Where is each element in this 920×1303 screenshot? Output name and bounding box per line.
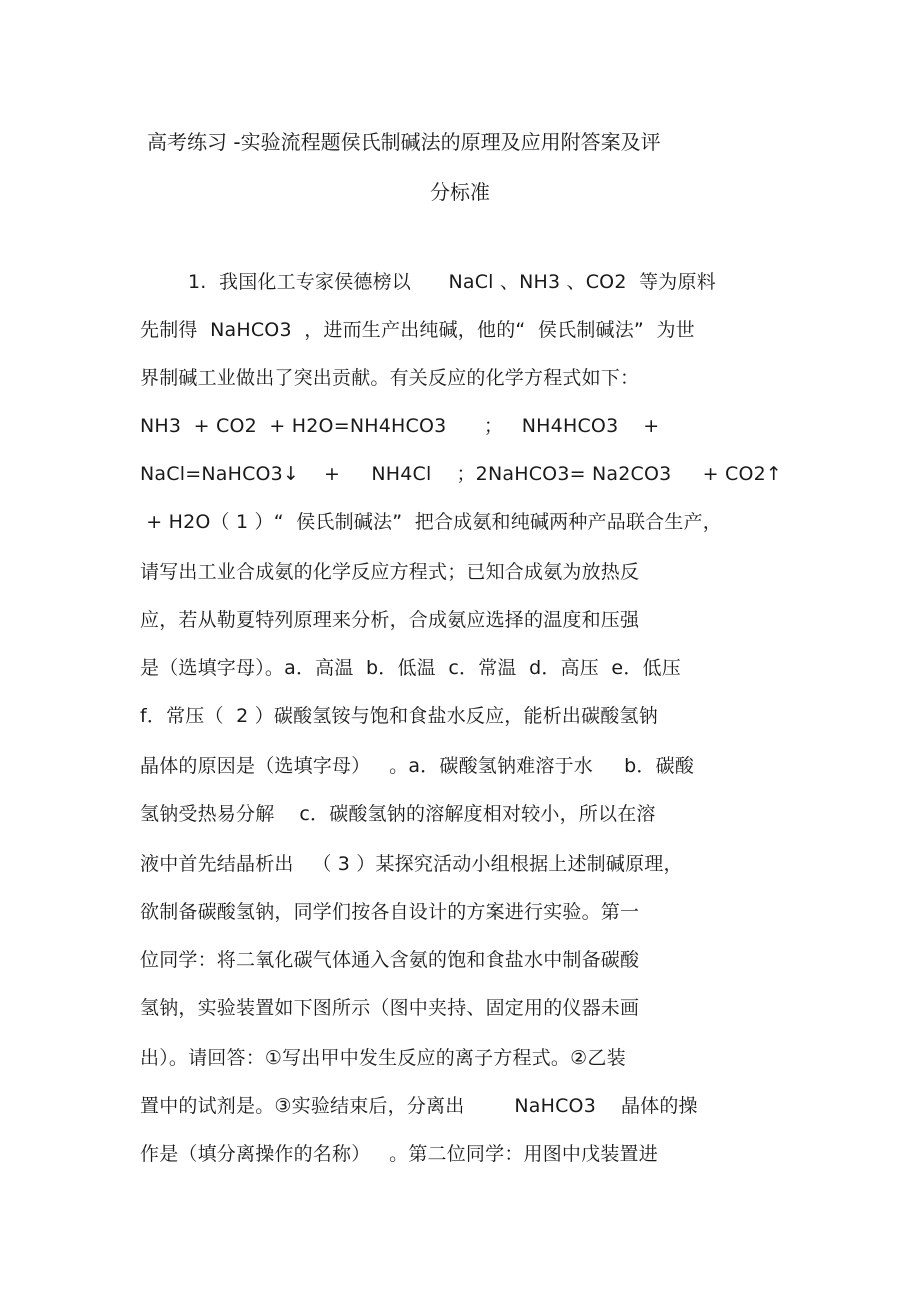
body-line-18: 置中的试剂是。③实验结束后，分离出 NaHCO3 晶体的操: [140, 1095, 698, 1117]
body-line-19: 作是（填分离操作的名称） 。第二位同学：用图中戊装置进: [140, 1143, 658, 1165]
body-line-4: NH3 + CO2 + H2O=NH4HCO3 ； NH4HCO3 +: [140, 415, 660, 437]
body-line-11: 晶体的原因是（选填字母） 。a．碳酸氢钠难溶于水 b．碳酸: [140, 755, 695, 777]
body-line-10: f．常压（ 2 ）碳酸氢铵与饱和食盐水反应，能析出碳酸氢钠: [140, 705, 658, 727]
body-line-9: 是（选填字母）。a．高温 b．低温 c．常温 d．高压 e．低压: [140, 657, 681, 679]
body-line-7: 请写出工业合成氨的化学反应方程式；已知合成氨为放热反: [140, 561, 640, 583]
document-title-line-2: 分标准: [430, 180, 490, 204]
body-line-13: 液中首先结晶析出 （ 3 ）某探究活动小组根据上述制碱原理，: [140, 853, 683, 875]
body-line-16: 氢钠，实验装置如下图所示（图中夹持、固定用的仪器未画: [140, 997, 640, 1019]
body-line-1: 1. 我国化工专家侯德榜以 NaCl 、NH3 、CO2 等为原料: [188, 271, 716, 293]
body-line-14: 欲制备碳酸氢钠，同学们按各自设计的方案进行实验。第一: [140, 901, 640, 923]
body-line-3: 界制碱工业做出了突出贡献。有关反应的化学方程式如下：: [140, 367, 640, 389]
document-title-line-1: 高考练习 -实验流程题侯氏制碱法的原理及应用附答案及评: [147, 130, 661, 154]
body-line-6: + H2O（ 1 ）“ 侯氏制碱法” 把合成氨和纯碱两种产品联合生产，: [140, 511, 722, 533]
body-line-5: NaCl=NaHCO3↓ + NH4Cl ；2NaHCO3= Na2CO3 + CO2↑: [140, 463, 783, 485]
body-line-8: 应，若从勒夏特列原理来分析，合成氨应选择的温度和压强: [140, 609, 640, 631]
body-line-2: 先制得 NaHCO3 ，进而生产出纯碱，他的“ 侯氏制碱法” 为世: [140, 319, 695, 341]
body-line-15: 位同学：将二氧化碳气体通入含氨的饱和食盐水中制备碳酸: [140, 949, 640, 971]
body-line-17: 出）。请回答：①写出甲中发生反应的离子方程式。②乙装: [140, 1047, 626, 1069]
body-line-12: 氢钠受热易分解 c．碳酸氢钠的溶解度相对较小，所以在溶: [140, 803, 656, 825]
